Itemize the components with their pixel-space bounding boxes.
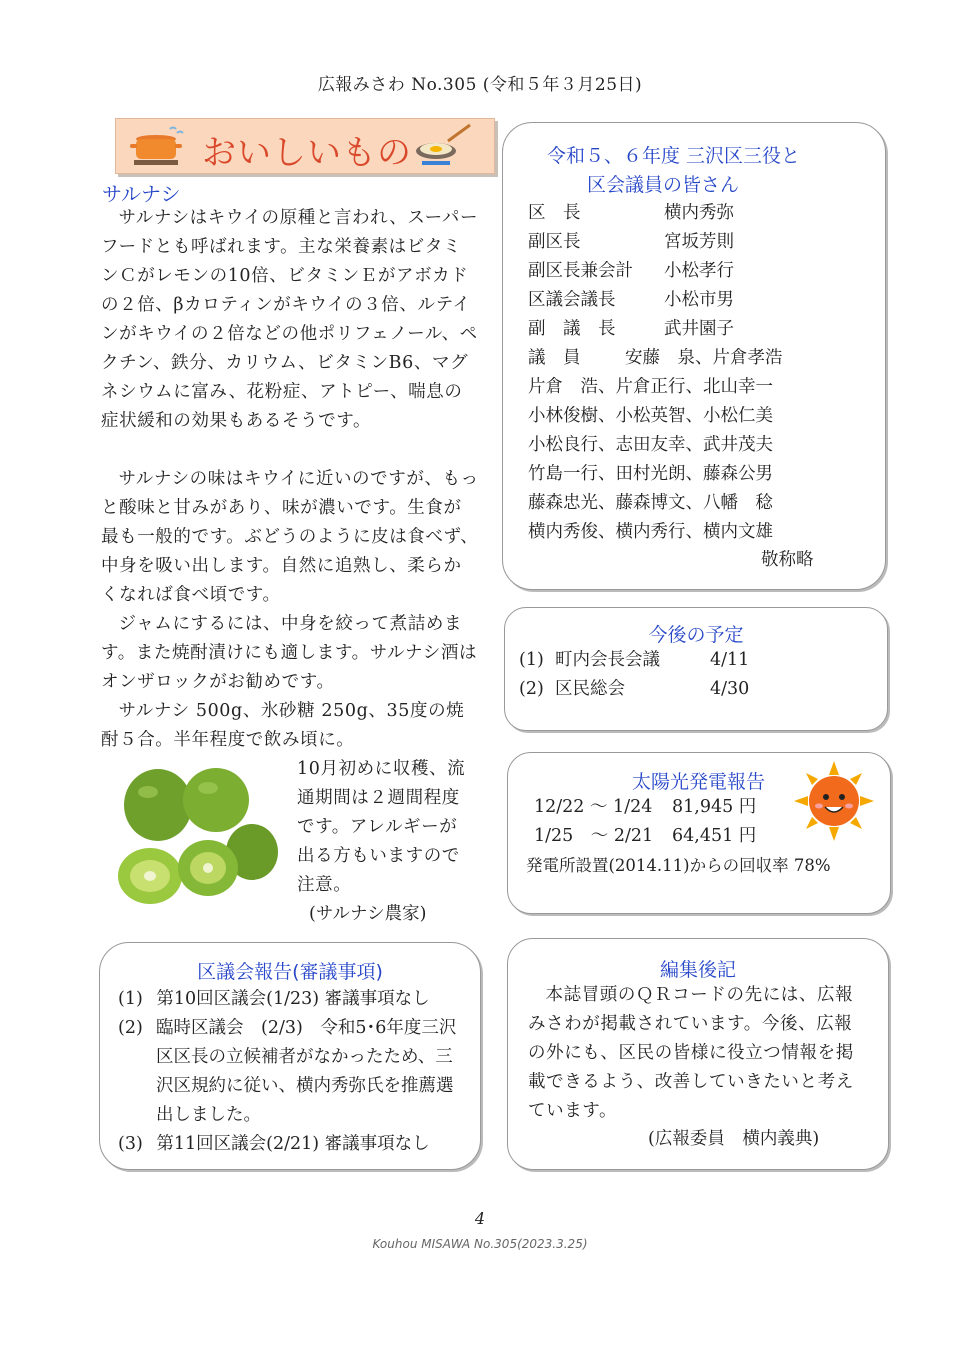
frying-pan-icon <box>412 123 482 169</box>
members-label: 議 員 <box>528 348 581 368</box>
solar-amount: 81,945 円 <box>672 797 757 817</box>
members-line: 竹島一行、田村光朗、藤森公男 <box>528 464 773 484</box>
officer-role: 副 議 長 <box>528 319 616 339</box>
item-number: (2) <box>118 1018 143 1038</box>
schedule-item <box>519 646 749 675</box>
section-banner <box>115 118 495 174</box>
item-text: 第11回区議会(2/21) 審議事項なし <box>156 1134 430 1154</box>
solar-row <box>534 822 756 851</box>
members-line: 小松良行、志田友幸、武井茂夫 <box>528 435 773 455</box>
solar-title: 太陽光発電報告 <box>632 771 766 793</box>
item-text: 第10回区議会(1/23) 審議事項なし <box>156 989 430 1009</box>
item-text: 臨時区議会 (2/3) 令和5･6年度三沢区区長の立候補者がなかったため、三沢区規約に従い、横内秀弥氏を推薦選出しました。 <box>156 1018 457 1125</box>
schedule-title: 今後の予定 <box>648 624 744 646</box>
article-paragraph: サルナシ 500g、氷砂糖 250g、35度の焼酎５合。半年程度で飲み頃に。 <box>101 701 465 750</box>
members-line: 横内秀俊、横内秀行、横内文雄 <box>528 522 773 542</box>
officer-role: 区 長 <box>528 203 581 223</box>
image-caption: 10月初めに収穫、流通期間は２週間程度です。アレルギーが出る方もいますので注意。 <box>297 759 466 895</box>
schedule-date: 4/30 <box>710 679 750 699</box>
schedule-event: 区民総会 <box>555 679 625 699</box>
officer-name: 横内秀弥 <box>664 203 734 223</box>
editor-note-box <box>507 938 889 1170</box>
members-line: 藤森忠光、藤森博文、八幡 稔 <box>528 493 773 513</box>
editor-text: 本誌冒頭のＱＲコードの先には、広報みさわが掲載されています。今後、広報の外にも、区民の皆様に役立つ情報を掲載できるよう、改善していきたいと考えています。 <box>528 985 854 1121</box>
officer-name: 小松市男 <box>664 290 734 310</box>
members-line: 片倉 浩、片倉正行、北山幸一 <box>528 377 773 397</box>
article-paragraph: サルナシはキウイの原種と言われ、スーパーフードとも呼ばれます。主な栄養素はビタミンＣがレモンの10倍、ビタミンＥがアボカドの２倍、βカロティンがキウイの３倍、ルテインがキウイの２倍などの他ポリフェノール、ペクチン、鉄分、カリウム、ビタミンB6、マグネシウムに富み、花粉症、アトピー、喘息の症状緩和の効果もあるそうです。 <box>101 208 479 431</box>
officer-row <box>528 286 783 315</box>
officers-box <box>502 122 886 590</box>
solar-period: 12/22 〜 1/24 <box>534 797 653 817</box>
page-number: 4 <box>474 1209 486 1228</box>
solar-recovery: 発電所設置(2014.11)からの回収率 78% <box>526 856 831 875</box>
item-number: (1) <box>118 989 143 1009</box>
officer-row <box>528 228 783 257</box>
officer-name: 武井園子 <box>664 319 734 339</box>
council-item <box>118 985 430 1014</box>
members-line: 小林俊樹、小松英智、小松仁美 <box>528 406 773 426</box>
officer-row <box>528 315 783 344</box>
schedule-item <box>519 675 749 704</box>
officer-role: 副区長兼会計 <box>528 261 633 281</box>
item-number: (2) <box>519 679 544 699</box>
council-item <box>118 1130 430 1159</box>
editor-signature: (広報委員 横内義典) <box>648 1129 820 1149</box>
solar-period: 1/25 〜 2/21 <box>534 826 654 846</box>
page-header: 広報みさわ No.305 (令和５年３月25日) <box>317 75 643 95</box>
council-report-box <box>99 942 481 1170</box>
officer-role: 区議会議長 <box>528 290 616 310</box>
council-report-title: 区議会報告(審議事項) <box>197 961 383 983</box>
officers-list <box>528 199 783 547</box>
officers-title-line1: 令和５、６年度 三沢区三役と <box>547 145 801 167</box>
schedule-date: 4/11 <box>710 650 750 670</box>
sarunashi-fruit-image <box>108 760 280 916</box>
item-number: (1) <box>519 650 544 670</box>
article-source: (サルナシ農家) <box>309 904 427 924</box>
honorific-note: 敬称略 <box>761 550 814 570</box>
council-item <box>118 1014 468 1130</box>
solar-row <box>534 793 756 822</box>
editor-title: 編集後記 <box>659 959 736 981</box>
officer-name: 宮坂芳則 <box>664 232 734 252</box>
schedule-event: 町内会長会議 <box>555 650 660 670</box>
members-row <box>528 344 783 373</box>
sun-icon <box>794 761 874 841</box>
officer-role: 副区長 <box>528 232 581 252</box>
officers-title-line2: 区会議員の皆さん <box>587 174 740 196</box>
banner-title: おいしいもの <box>202 133 412 173</box>
officer-row <box>528 257 783 286</box>
solar-report-box <box>507 752 891 914</box>
officer-name: 小松孝行 <box>664 261 734 281</box>
item-number: (3) <box>118 1134 143 1154</box>
footer-text: Kouhou MISAWA No.305(2023.3.25) <box>372 1237 588 1251</box>
article-heading: サルナシ <box>102 182 181 206</box>
article-paragraph: ジャムにするには、中身を絞って煮詰めます。また焼酎漬けにも適します。サルナシ酒はオンザロックがお勧めです。 <box>101 614 478 692</box>
members-line: 安藤 泉、片倉孝浩 <box>625 348 783 368</box>
cooking-pot-icon <box>130 125 190 169</box>
officer-row <box>528 199 783 228</box>
article-paragraph: サルナシの味はキウイに近いのですが、もっと酸味と甘みがあり、味が濃いです。生食が最も一般的です。ぶどうのように皮は食べず、中身を吸い出します。自然に追熟し、柔らかくなれば食べ頃です。 <box>101 469 479 605</box>
solar-amount: 64,451 円 <box>672 826 757 846</box>
schedule-box <box>504 607 888 731</box>
